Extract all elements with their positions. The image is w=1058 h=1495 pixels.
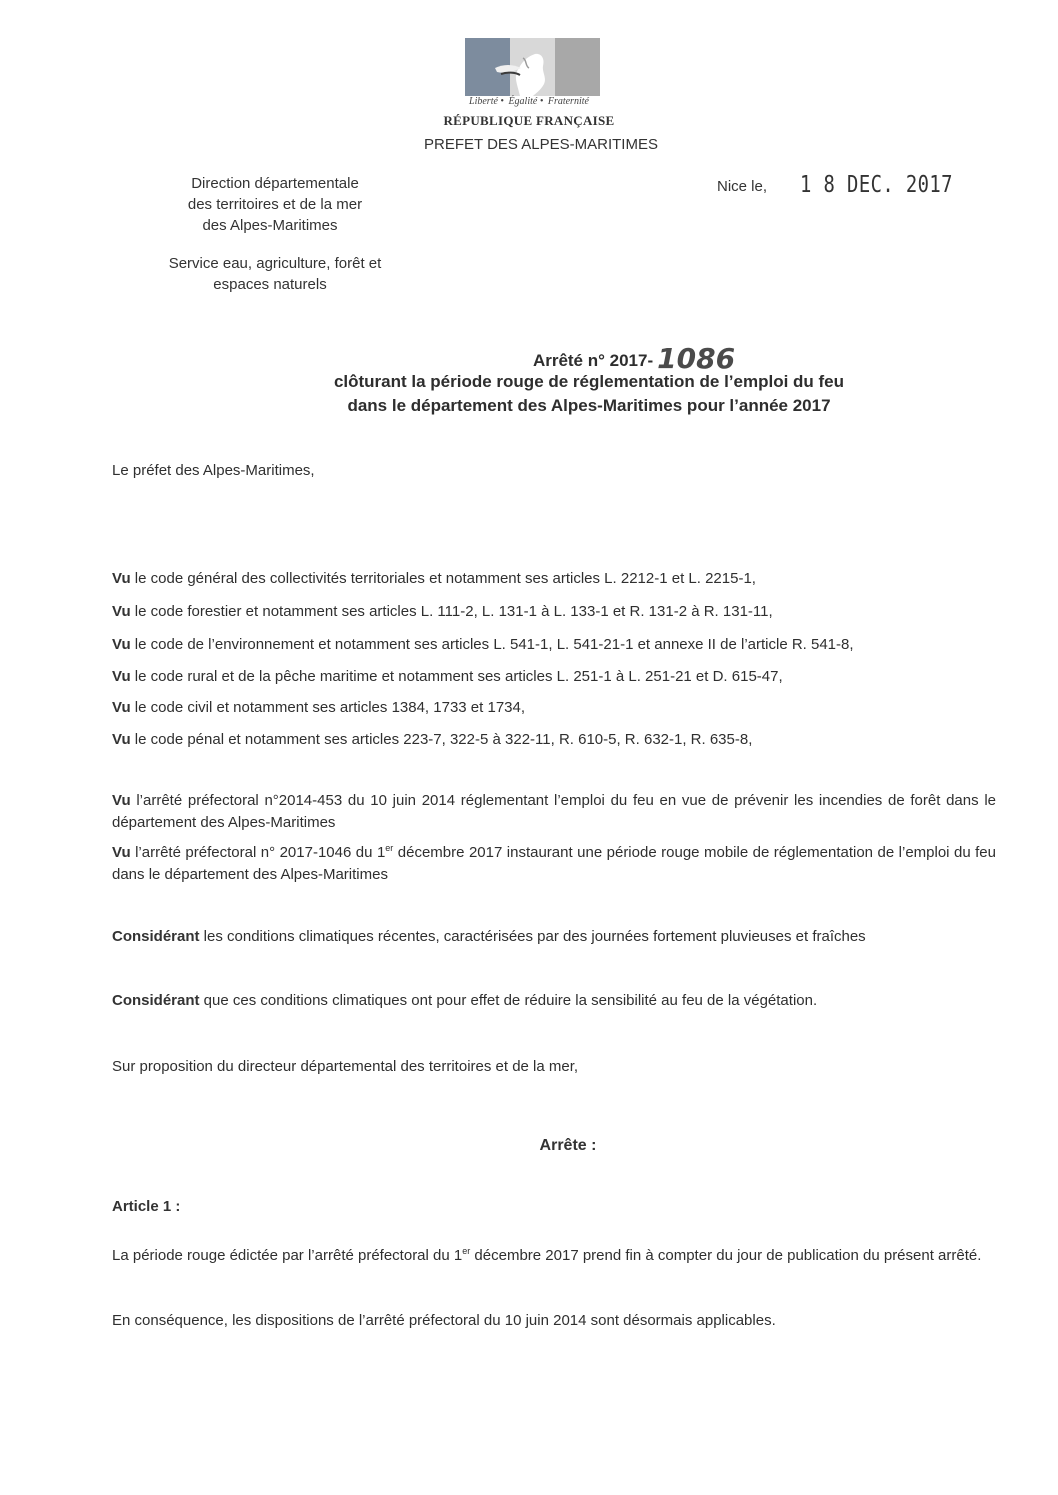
motto-fraternite: Fraternité	[547, 96, 589, 107]
article-1-para-1-before: La période rouge édictée par l’arrêté préfectoral du 1	[112, 1247, 463, 1264]
vu-item-text: le code rural et de la pêche maritime et notamment ses articles L. 251-1 à L. 251-21 et D. 615-47,	[130, 668, 783, 685]
vu-keyword: Vu	[112, 699, 131, 716]
title-line-2: clôturant la période rouge de réglementation de l’emploi du feu	[333, 372, 845, 391]
vu-item	[112, 634, 996, 656]
vu-item-text: le code forestier et notamment ses articles L. 111-2, L. 131-1 à L. 133-1 et R. 131-2 à R. 131-11,	[130, 603, 773, 620]
vu-item-text: le code général des collectivités territoriales et notamment ses articles L. 2212-1 et L. 2215-1,	[130, 570, 756, 587]
vu-item	[112, 666, 996, 688]
department-line-2: des territoires et de la mer	[187, 196, 363, 213]
vu-arrete-2-sup: er	[385, 843, 394, 853]
vu-item	[112, 601, 996, 623]
considerant-keyword: Considérant	[112, 928, 200, 945]
article-1-para-1-sup: er	[462, 1246, 471, 1256]
vu-arrete-2	[112, 842, 996, 886]
vu-arrete-1	[112, 790, 996, 834]
motto-egalite: Égalité	[508, 96, 538, 107]
vu-keyword: Vu	[112, 731, 131, 748]
vu-keyword: Vu	[112, 570, 131, 587]
vu-item-text: le code civil et notamment ses articles 1384, 1733 et 1734,	[130, 699, 526, 716]
considerant-keyword: Considérant	[112, 992, 200, 1009]
vu-keyword: Vu	[112, 636, 131, 653]
arrete-number-prefix: Arrêté n° 2017-	[532, 351, 654, 370]
service-line-1: Service eau, agriculture, forêt et	[168, 255, 382, 272]
motto: Liberté • Égalité • Fraternité	[469, 96, 589, 107]
prefet-label	[0, 136, 1058, 153]
department-line-3: des Alpes-Maritimes	[202, 217, 338, 234]
sender-department	[120, 173, 420, 236]
article-1-para-2: En conséquence, les dispositions de l’arrêté préfectoral du 10 juin 2014 sont désormais applicables.	[112, 1312, 776, 1329]
republic-label: RÉPUBLIQUE FRANÇAISE	[443, 113, 615, 128]
opening-text: Le préfet des Alpes-Maritimes,	[112, 462, 315, 479]
vu-item-text: le code de l’environnement et notamment ses articles L. 541-1, L. 541-21-1 et annexe II de l’article R. 541-8,	[130, 636, 854, 653]
vu-item	[112, 568, 996, 590]
title-line-3: dans le département des Alpes-Maritimes pour l’année 2017	[347, 396, 831, 415]
sender-service	[120, 253, 420, 295]
considerant-2-text: que ces conditions climatiques ont pour effet de réduire la sensibilité au feu de la végétation.	[199, 992, 818, 1009]
vu-keyword: Vu	[112, 603, 131, 620]
vu-item	[112, 697, 996, 719]
motto-liberte: Liberté	[469, 96, 498, 107]
vu-keyword: Vu	[112, 844, 131, 861]
considerant-1-text: les conditions climatiques récentes, caractérisées par des journées fortement pluvieuses et fraîches	[199, 928, 866, 945]
vu-arrete-2-before: l’arrêté préfectoral n° 2017-1046 du 1	[130, 844, 386, 861]
considerant-1	[112, 926, 996, 948]
vu-item	[112, 729, 996, 751]
marianne-logo-icon	[465, 38, 600, 96]
proposition-text: Sur proposition du directeur départemental des territoires et de la mer,	[112, 1058, 579, 1075]
service-line-2: espaces naturels	[213, 276, 327, 293]
arrete-number	[120, 342, 1058, 375]
prefet-text: PREFET DES ALPES-MARITIMES	[424, 136, 658, 153]
vu-keyword: Vu	[112, 792, 131, 809]
considerant-2	[112, 990, 996, 1012]
department-line-1: Direction départementale	[191, 175, 359, 192]
place-label: Nice le,	[717, 178, 768, 195]
vu-arrete-2-after: décembre 2017 instaurant une période rouge mobile de réglementation de l’emploi du feu dans le département des Alpes-Maritimes	[112, 844, 996, 883]
arrete-heading: Arrête :	[539, 1137, 597, 1154]
article-1-heading: Article 1 :	[112, 1198, 181, 1215]
article-1-para-1	[112, 1245, 996, 1267]
vu-item-text: le code pénal et notamment ses articles 223-7, 322-5 à 322-11, R. 610-5, R. 632-1, R. 635-8,	[130, 731, 753, 748]
arrete-number-handwritten: 1086	[657, 342, 736, 375]
vu-arrete-1-text: l’arrêté préfectoral n°2014-453 du 10 juin 2014 réglementant l’emploi du feu en vue de prévenir les incendies de forêt dans le département des Alpes-Maritimes	[112, 792, 996, 831]
article-1-para-1-after: décembre 2017 prend fin à compter du jour de publication du présent arrêté.	[470, 1247, 982, 1264]
vu-keyword: Vu	[112, 668, 131, 685]
date-stamp: 1 8 DEC. 2017	[800, 172, 953, 198]
